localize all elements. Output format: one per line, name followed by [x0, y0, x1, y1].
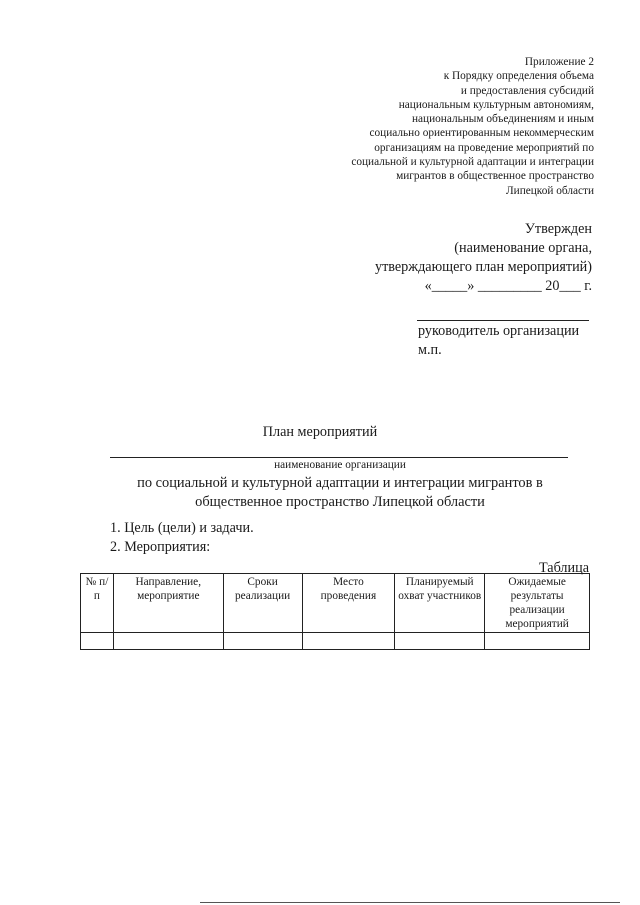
appendix-line: Липецкой области — [505, 184, 594, 197]
events-table — [80, 573, 590, 650]
signer-role: руководитель организации — [418, 323, 580, 339]
subtitle-line: по социальной и культурной адаптации и интеграции мигрантов в — [137, 475, 543, 491]
appendix-line: к Порядку определения объема — [443, 70, 594, 83]
table-cell[interactable] — [395, 633, 485, 650]
header-activity: Направление, мероприятие — [113, 574, 223, 633]
table-header-row — [81, 574, 590, 633]
subtitle-line: общественное пространство Липецкой области — [195, 494, 485, 510]
header-number: № п/п — [81, 574, 114, 633]
organization-caption: наименование организации — [274, 459, 406, 471]
section-goal: 1. Цель (цели) и задачи. — [110, 520, 254, 536]
stamp-mark: м.п. — [418, 342, 442, 358]
header-results: Ожидаемые результаты реализации мероприятий — [485, 574, 590, 633]
section-events: 2. Мероприятия: — [110, 539, 211, 555]
scan-edge-line — [200, 902, 620, 903]
appendix-line: национальным объединениям и иным — [412, 113, 594, 126]
appendix-line: и предоставления субсидий — [460, 84, 594, 97]
organization-name-line — [110, 457, 568, 458]
plan-subtitle — [0, 474, 640, 512]
appendix-line: организациям на проведение мероприятий по — [374, 141, 594, 154]
approval-note: утверждающего план мероприятий) — [374, 259, 592, 275]
table-cell[interactable] — [485, 633, 590, 650]
header-timing: Сроки реализации — [223, 574, 302, 633]
table-cell[interactable] — [223, 633, 302, 650]
appendix-line: Приложение 2 — [524, 56, 594, 68]
signature-line — [417, 320, 589, 321]
appendix-reference — [274, 55, 594, 198]
approval-title: Утвержден — [524, 221, 592, 237]
approval-note: (наименование органа, — [454, 240, 592, 256]
table-caption: Таблица — [538, 560, 589, 576]
table-row — [81, 633, 590, 650]
header-location: Место проведения — [302, 574, 395, 633]
table-cell[interactable] — [113, 633, 223, 650]
signature-block — [418, 322, 579, 360]
header-coverage: Планируемый охват участников — [395, 574, 485, 633]
appendix-line: социальной и культурной адаптации и интеграции — [351, 156, 594, 169]
appendix-line: национальным культурным автономиям, — [398, 98, 594, 111]
table-cell[interactable] — [302, 633, 395, 650]
approval-date: «_____» _________ 20___ г. — [424, 278, 592, 294]
appendix-line: социально ориентированным некоммерческим — [369, 127, 594, 140]
plan-title: План мероприятий — [262, 424, 378, 440]
appendix-line: мигрантов в общественное пространство — [396, 170, 594, 183]
approval-block — [272, 220, 592, 296]
table-cell[interactable] — [81, 633, 114, 650]
